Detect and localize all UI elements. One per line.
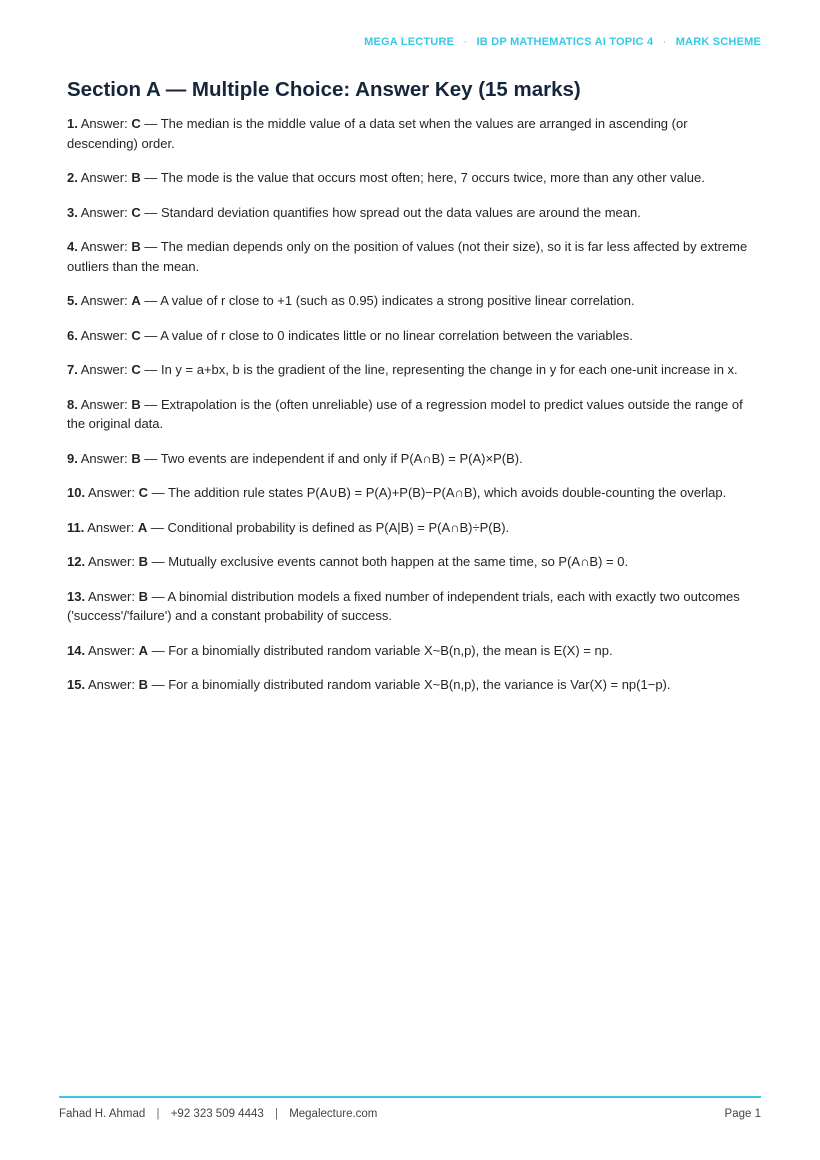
answer-explanation: — A value of r close to +1 (such as 0.95) indicates a strong positive linear correlation.	[140, 293, 635, 308]
answer-item	[67, 483, 759, 503]
answer-number: 12.	[67, 554, 86, 569]
answer-letter: B	[131, 450, 141, 466]
footer-separator: |	[274, 1108, 278, 1120]
answer-item	[67, 168, 759, 188]
answer-explanation: — In y = a+bx, b is the gradient of the line, representing the change in y for each one-unit increase in x.	[140, 362, 738, 377]
answer-label: Answer:	[87, 642, 135, 658]
answer-item	[67, 291, 759, 311]
answer-number: 1.	[67, 116, 78, 131]
answer-list	[67, 114, 759, 710]
answer-item	[67, 326, 759, 346]
answer-letter: B	[131, 239, 141, 254]
footer-phone: +92 323 509 4443	[170, 1108, 264, 1120]
answer-label: Answer:	[87, 677, 135, 692]
answer-item	[67, 518, 759, 538]
answer-explanation: — Mutually exclusive events cannot both happen at the same time, so P(A∩B) = 0.	[147, 554, 629, 569]
answer-number: 9.	[67, 450, 78, 466]
answer-explanation: — The mode is the value that occurs most often; here, 7 occurs twice, more than any other value.	[140, 170, 705, 185]
header-separator: ·	[662, 36, 667, 48]
header-separator: ·	[463, 36, 468, 48]
page-header	[364, 36, 761, 48]
answer-item	[67, 641, 759, 661]
page-number: Page 1	[724, 1108, 761, 1120]
answer-explanation: — The median depends only on the position of values (not their size), so it is far less affected by extreme outliers than the mean.	[67, 239, 748, 274]
answer-letter: B	[138, 677, 148, 692]
answer-explanation: — Conditional probability is defined as P(A|B) = P(A∩B)÷P(B).	[147, 519, 510, 535]
answer-number: 15.	[67, 677, 86, 692]
answer-letter: A	[137, 519, 148, 535]
answer-label: Answer:	[80, 293, 128, 308]
answer-letter: B	[138, 588, 148, 604]
answer-label: Answer:	[87, 519, 135, 535]
answer-number: 4.	[67, 239, 78, 254]
page-title: Section A — Multiple Choice: Answer Key (15 marks)	[67, 78, 581, 101]
answer-letter: C	[138, 485, 148, 500]
answer-label: Answer:	[80, 327, 128, 343]
answer-item	[67, 449, 759, 469]
answer-letter: B	[131, 396, 141, 412]
answer-label: Answer:	[80, 116, 128, 131]
answer-letter: B	[138, 554, 148, 569]
answer-item	[67, 114, 759, 153]
answer-explanation: — Standard deviation quantifies how spread out the data values are around the mean.	[140, 204, 641, 220]
answer-letter: A	[131, 293, 141, 308]
answer-number: 2.	[67, 170, 78, 185]
answer-explanation: — A value of r close to 0 indicates little or no linear correlation between the variables.	[140, 327, 633, 343]
footer-separator: |	[156, 1108, 160, 1120]
answer-explanation: — Extrapolation is the (often unreliable) use of a regression model to predict values outside the range of the original data.	[67, 396, 743, 431]
answer-item	[67, 675, 759, 695]
answer-number: 10.	[67, 485, 86, 500]
answer-number: 3.	[67, 204, 78, 220]
header-doc-type: MARK SCHEME	[675, 36, 761, 48]
answer-explanation: — Two events are independent if and only if P(A∩B) = P(A)×P(B).	[140, 450, 523, 466]
answer-explanation: — The addition rule states P(A∪B) = P(A)+P(B)−P(A∩B), which avoids double-counting the overlap.	[147, 485, 727, 500]
answer-number: 14.	[67, 642, 86, 658]
answer-number: 6.	[67, 327, 78, 343]
answer-number: 5.	[67, 293, 78, 308]
header-brand: MEGA LECTURE	[364, 36, 455, 48]
footer-author: Fahad H. Ahmad	[59, 1108, 146, 1120]
footer-contact	[59, 1108, 377, 1120]
answer-explanation: — For a binomially distributed random variable X~B(n,p), the mean is E(X) = np.	[147, 642, 613, 658]
answer-number: 7.	[67, 362, 78, 377]
answer-explanation: — A binomial distribution models a fixed number of independent trials, each with exactly two outcomes ('success'/'failure') and a constant probability of success.	[67, 588, 740, 623]
answer-label: Answer:	[80, 239, 128, 254]
answer-item	[67, 203, 759, 223]
answer-label: Answer:	[87, 485, 135, 500]
answer-item	[67, 237, 759, 276]
answer-letter: B	[131, 170, 141, 185]
answer-number: 11.	[67, 519, 85, 535]
answer-item	[67, 360, 759, 380]
answer-explanation: — For a binomially distributed random variable X~B(n,p), the variance is Var(X) = np(1−p).	[147, 677, 671, 692]
answer-item	[67, 552, 759, 572]
answer-number: 8.	[67, 396, 78, 412]
answer-number: 13.	[67, 588, 86, 604]
answer-label: Answer:	[87, 588, 135, 604]
answer-label: Answer:	[80, 396, 128, 412]
answer-label: Answer:	[80, 204, 128, 220]
answer-label: Answer:	[80, 362, 128, 377]
answer-explanation: — The median is the middle value of a data set when the values are arranged in ascending (or descending) order.	[67, 116, 688, 151]
answer-letter: C	[131, 116, 141, 131]
answer-item	[67, 587, 759, 626]
answer-label: Answer:	[80, 170, 128, 185]
answer-item	[67, 395, 759, 434]
footer-divider	[59, 1096, 761, 1098]
answer-letter: C	[131, 204, 141, 220]
header-subject: IB DP MATHEMATICS AI TOPIC 4	[476, 36, 654, 48]
answer-label: Answer:	[80, 450, 128, 466]
answer-letter: C	[131, 362, 141, 377]
answer-letter: C	[131, 327, 141, 343]
footer-website: Megalecture.com	[289, 1108, 378, 1120]
answer-letter: A	[138, 642, 148, 658]
answer-label: Answer:	[87, 554, 135, 569]
